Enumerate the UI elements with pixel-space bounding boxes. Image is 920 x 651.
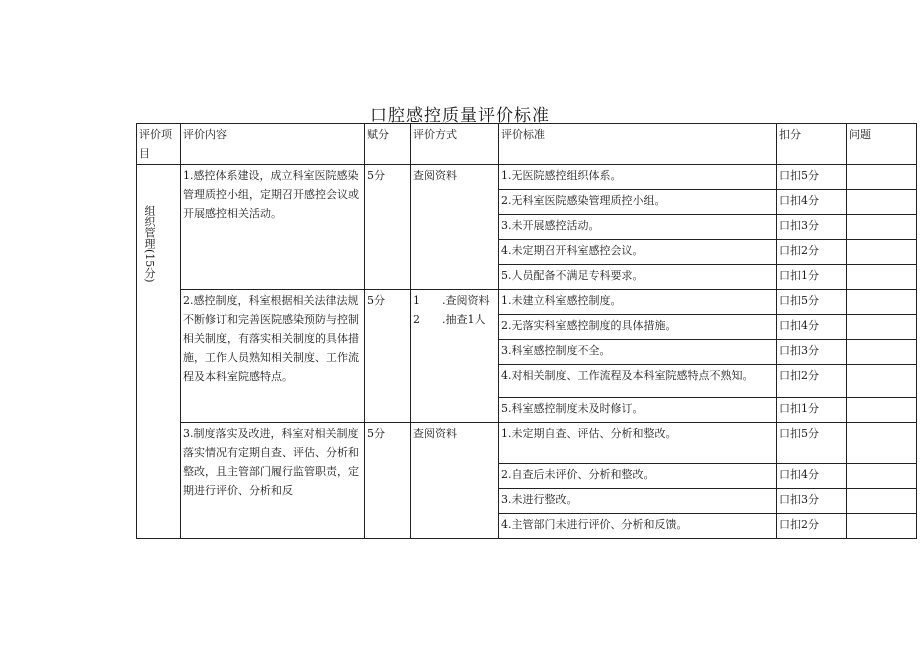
issue-cell[interactable]: [847, 340, 917, 365]
issue-cell[interactable]: [847, 514, 917, 539]
method-cell: [411, 290, 499, 423]
deduct-cell: 口扣5分: [777, 423, 847, 464]
header-content: 评价内容: [181, 124, 365, 165]
method-line: 2 .抽查1人: [413, 313, 486, 326]
issue-cell[interactable]: [847, 290, 917, 315]
header-method: 评价方式: [411, 124, 499, 165]
score-cell: 5分: [365, 165, 411, 290]
deduct-cell: 口扣4分: [777, 190, 847, 215]
method-line: 1 .查阅资料: [413, 294, 490, 307]
issue-cell[interactable]: [847, 215, 917, 240]
issue-cell[interactable]: [847, 315, 917, 340]
deduct-cell: 口扣5分: [777, 165, 847, 190]
header-item: 评价项目: [137, 124, 181, 165]
content-cell: 3.制度落实及改进，科室对相关制度落实情况有定期自查、评估、分析和整改，且主管部门履行监管职责，定期进行评价、分析和反: [181, 423, 365, 539]
standard-cell: 2.无科室医院感染管理质控小组。: [499, 190, 777, 215]
header-score: 赋分: [365, 124, 411, 165]
score-cell: 5分: [365, 423, 411, 539]
standard-cell: 3.未进行整改。: [499, 489, 777, 514]
method-cell: 查阅资料: [411, 165, 499, 290]
document-title: 口腔感控质量评价标准: [370, 106, 550, 126]
issue-cell[interactable]: [847, 240, 917, 265]
standard-cell: 3.未开展感控活动。: [499, 215, 777, 240]
deduct-cell: 口扣3分: [777, 489, 847, 514]
issue-cell[interactable]: [847, 365, 917, 398]
standard-cell: 4.主管部门未进行评价、分析和反馈。: [499, 514, 777, 539]
deduct-cell: 口扣3分: [777, 340, 847, 365]
score-cell: 5分: [365, 290, 411, 423]
standard-cell: 1.无医院感控组织体系。: [499, 165, 777, 190]
issue-cell[interactable]: [847, 423, 917, 464]
deduct-cell: 口扣4分: [777, 464, 847, 489]
standard-cell: 3.科室感控制度不全。: [499, 340, 777, 365]
standard-cell: 4.未定期召开科室感控会议。: [499, 240, 777, 265]
deduct-cell: 口扣4分: [777, 315, 847, 340]
standard-cell: 1.未定期自查、评估、分析和整改。: [499, 423, 777, 464]
header-row: [137, 124, 917, 165]
header-standard: 评价标准: [499, 124, 777, 165]
standard-cell: 2.自查后未评价、分析和整改。: [499, 464, 777, 489]
table-row: [137, 423, 917, 464]
standard-cell: 1.未建立科室感控制度。: [499, 290, 777, 315]
content-cell: 2.感控制度，科室根据相关法律法规不断修订和完善医院感染预防与控制相关制度，有落实相关制度的具体措施，工作人员熟知相关制度、工作流程及本科室院感特点。: [181, 290, 365, 423]
standard-cell: 2.无落实科室感控制度的具体措施。: [499, 315, 777, 340]
issue-cell[interactable]: [847, 398, 917, 423]
evaluation-table: [136, 123, 917, 539]
method-cell: 查阅资料: [411, 423, 499, 539]
issue-cell[interactable]: [847, 190, 917, 215]
deduct-cell: 口扣1分: [777, 265, 847, 290]
table-row: [137, 290, 917, 315]
deduct-cell: 口扣2分: [777, 365, 847, 398]
category-cell: [137, 165, 181, 539]
deduct-cell: 口扣2分: [777, 514, 847, 539]
issue-cell[interactable]: [847, 265, 917, 290]
table-row: [137, 165, 917, 190]
header-deduct: 扣分: [777, 124, 847, 165]
issue-cell[interactable]: [847, 489, 917, 514]
deduct-cell: 口扣1分: [777, 398, 847, 423]
deduct-cell: 口扣2分: [777, 240, 847, 265]
standard-cell: 4.对相关制度、工作流程及本科室院感特点不熟知。: [499, 365, 777, 398]
issue-cell[interactable]: [847, 464, 917, 489]
deduct-cell: 口扣5分: [777, 290, 847, 315]
issue-cell[interactable]: [847, 165, 917, 190]
header-issue: 问题: [847, 124, 917, 165]
content-cell: 1.感控体系建设，成立科室医院感染管理质控小组，定期召开感控会议或开展感控相关活动。: [181, 165, 365, 290]
deduct-cell: 口扣3分: [777, 215, 847, 240]
standard-cell: 5.人员配备不满足专科要求。: [499, 265, 777, 290]
category-label: 组织管理(15分): [143, 205, 156, 283]
standard-cell: 5.科室感控制度未及时修订。: [499, 398, 777, 423]
